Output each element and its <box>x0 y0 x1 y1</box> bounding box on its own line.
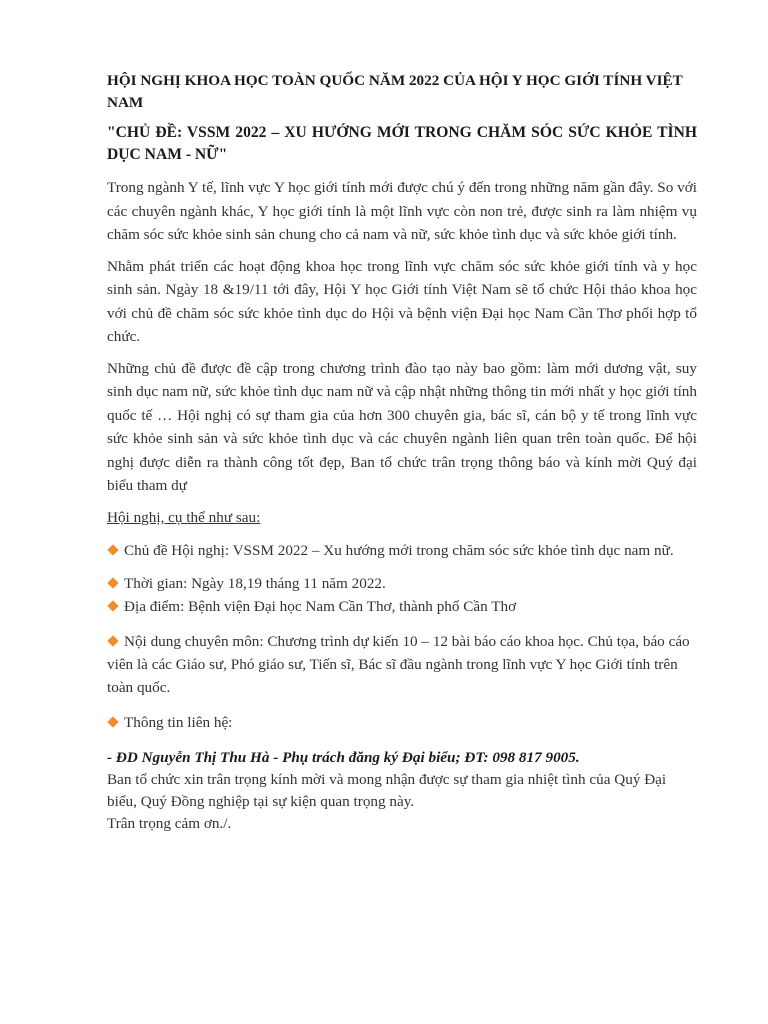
bullet-item <box>107 539 697 562</box>
bullet-item <box>107 572 697 595</box>
diamond-bullet-icon <box>107 577 118 588</box>
bullet-item <box>107 711 697 734</box>
bullet-item <box>107 595 697 618</box>
contact-line: - ĐD Nguyễn Thị Thu Hà - Phụ trách đăng ký Đại biểu; ĐT: 098 817 9005. <box>107 748 580 766</box>
closing-line: Ban tổ chức xin trân trọng kính mời và mong nhận được sự tham gia nhiệt tình của Quý Đại biểu, Quý Đồng nghiệp tại sự kiện quan trọng này. <box>107 770 667 810</box>
bullet-text: Thông tin liên hệ: <box>124 713 233 731</box>
document-title: HỘI NGHỊ KHOA HỌC TOÀN QUỐC NĂM 2022 CỦA HỘI Y HỌC GIỚI TÍNH VIỆT NAM <box>107 72 683 111</box>
bullet-text: Nội dung chuyên môn: Chương trình dự kiến 10 – 12 bài báo cáo khoa học. Chủ tọa, báo cáo viên là các Giáo sư, Phó giáo sư, Tiến sĩ, Bác sĩ đầu ngành trong lĩnh vực Y học Giới tính trên toàn quốc. <box>107 632 690 696</box>
diamond-bullet-icon <box>107 635 118 646</box>
diamond-bullet-icon <box>107 716 118 727</box>
body-paragraph: Trong ngành Y tế, lĩnh vực Y học giới tính mới được chú ý đến trong những năm gần đây. So với các chuyên ngành khác, Y học giới tính là một lĩnh vực còn non trẻ, được sinh ra làm nhiệm vụ chăm sóc sức khỏe sinh sản chung cho cả nam và nữ, sức khỏe tình dục và sức khỏe giới tính. <box>107 179 697 243</box>
section-label: Hội nghị, cụ thể như sau: <box>107 508 261 526</box>
bullet-text: Chủ đề Hội nghị: VSSM 2022 – Xu hướng mới trong chăm sóc sức khỏe tình dục nam nữ. <box>124 541 674 559</box>
body-paragraph: Những chủ đề được đề cập trong chương trình đào tạo này bao gồm: làm mới dương vật, suy sinh dục nam nữ, sức khỏe tình dục nam nữ và cập nhật những thông tin mới nhất y học giới tính quốc tế … Hội nghị có sự tham gia của hơn 300 chuyên gia, bác sĩ, cán bộ y tế trong lĩnh vực sức khỏe sinh sản và sức khỏe tình dục và các chuyên ngành liên quan trên toàn quốc. Để hội nghị được diễn ra thành công tốt đẹp, Ban tổ chức trân trọng thông báo và kính mời Quý đại biểu tham dự <box>107 359 697 494</box>
diamond-bullet-icon <box>107 600 118 611</box>
bullet-item <box>107 630 697 699</box>
closing-line: Trân trọng cảm ơn./. <box>107 814 232 832</box>
diamond-bullet-icon <box>107 544 118 555</box>
document-subtitle: "CHỦ ĐỀ: VSSM 2022 – XU HƯỚNG MỚI TRONG CHĂM SÓC SỨC KHỎE TÌNH DỤC NAM - NỮ" <box>107 124 697 163</box>
bullet-text: Địa điểm: Bệnh viện Đại học Nam Cần Thơ, thành phố Cần Thơ <box>124 597 517 615</box>
body-paragraph: Nhằm phát triển các hoạt động khoa học trong lĩnh vực chăm sóc sức khỏe giới tính và y học sinh sản. Ngày 18 &19/11 tới đây, Hội Y học Giới tính Việt Nam sẽ tổ chức Hội thảo khoa học với chủ đề chăm sóc sức khỏe tình dục do Hội và bệnh viện Đại học Nam Cần Thơ phối hợp tổ chức. <box>107 257 697 345</box>
document-page <box>107 70 697 835</box>
bullet-text: Thời gian: Ngày 18,19 tháng 11 năm 2022. <box>124 574 386 592</box>
